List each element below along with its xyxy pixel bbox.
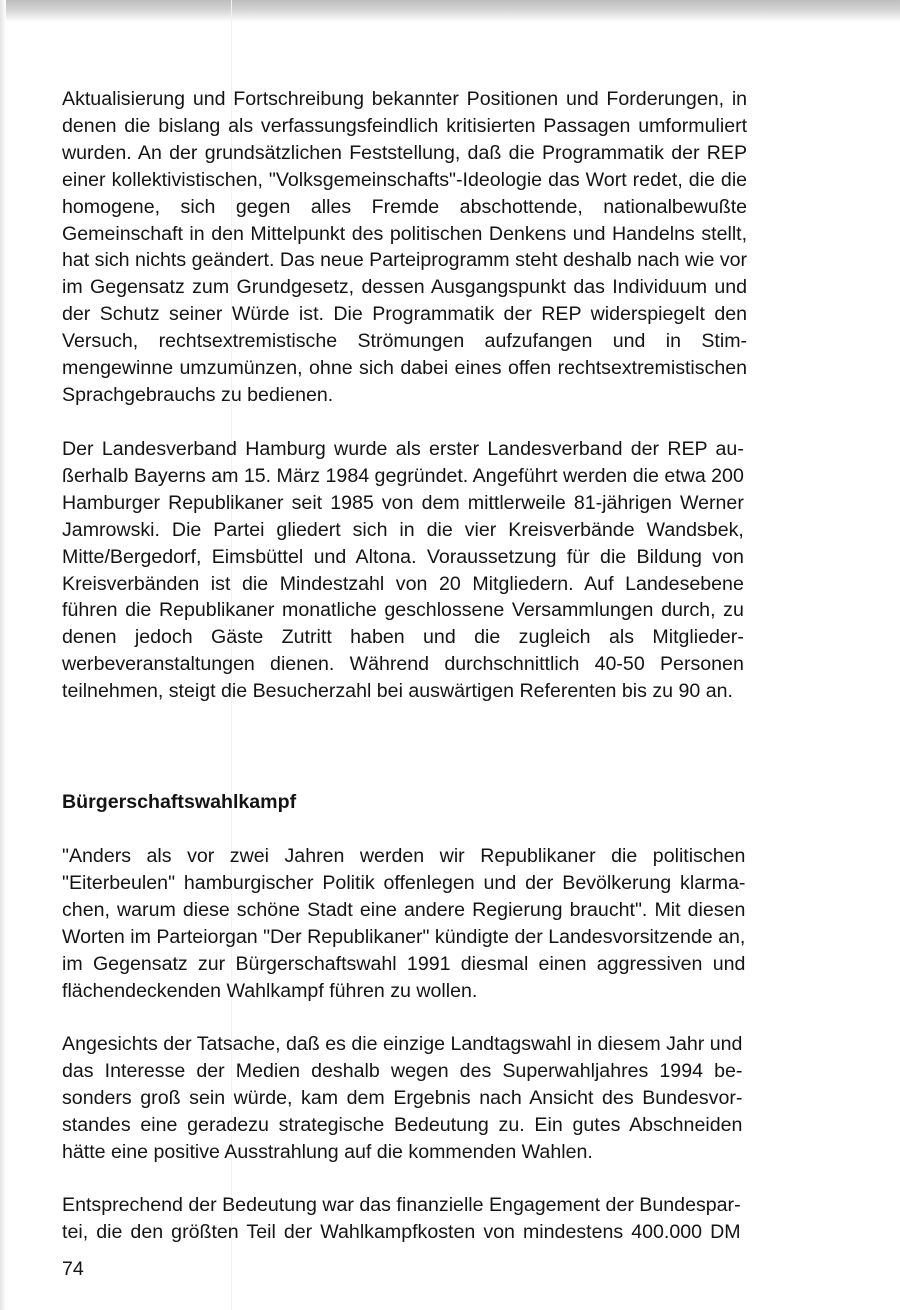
text-line: Gemeinschaft in den Mittelpunkt des politischen Denkens und Handelns stellt, [62, 222, 748, 245]
text-line: tei, die den größten Teil der Wahlkampfkosten von mindestens 400.000 DM [62, 1220, 741, 1243]
scan-top-shadow [0, 0, 900, 22]
text-line: "Eiterbeulen" hamburgischer Politik offenlegen und der Bevölkerung klarma- [62, 871, 746, 894]
text-line: standes eine geradezu strategische Bedeutung zu. Ein gutes Abschneiden [62, 1113, 743, 1136]
text-line: hätte eine positive Ausstrahlung auf die kommenden Wahlen. [62, 1140, 593, 1163]
text-line: Versuch, rechtsextremistische Strömungen aufzufangen und in Stim- [62, 330, 748, 353]
text-line: führen die Republikaner monatliche geschlossene Versammlungen durch, zu [62, 599, 744, 622]
text-line: das Interesse der Medien deshalb wegen des Superwahljahres 1994 be- [62, 1059, 743, 1082]
text-line: "Anders als vor zwei Jahren werden wir Republikaner die politischen [62, 845, 746, 867]
text-line: Jamrowski. Die Partei gliedert sich in die vier Kreisverbände Wandsbek, [62, 518, 744, 541]
text-line: denen jedoch Gäste Zutritt haben und die zugleich als Mitglieder- [62, 626, 744, 649]
text-line: flächendeckenden Wahlkampf führen zu wollen. [62, 979, 478, 1002]
text-line: denen die bislang als verfassungsfeindlich kritisierten Passagen umformuliert [62, 114, 748, 137]
text-line: sonders groß sein würde, kam dem Ergebnis nach Ansicht des Bundesvor- [62, 1086, 743, 1109]
paragraph-programmatik [62, 86, 747, 409]
text-line: einer kollektivistischen, "Volksgemeinschafts"-Ideologie das Wort redet, die die [62, 168, 748, 191]
text-line: mengewinne umzumünzen, ohne sich dabei eines offen rechtsextremistischen [62, 357, 748, 380]
text-line: werbeveranstaltungen dienen. Während durchschnittlich 40-50 Personen [62, 653, 744, 676]
scan-left-shadow [0, 0, 6, 1310]
paragraph-landtagswahl [62, 1031, 742, 1166]
paragraph-engagement [62, 1192, 741, 1246]
text-line: wurden. An der grundsätzlichen Feststellung, daß die Programmatik der REP [62, 141, 748, 164]
text-line: chen, warum diese schöne Stadt eine andere Regierung braucht". Mit diesen [62, 898, 746, 921]
text-line: im Gegensatz zum Grundgesetz, dessen Ausgangspunkt das Individuum und [62, 276, 748, 299]
text-line: im Gegensatz zur Bürgerschaftswahl 1991 diesmal einen aggressiven und [62, 952, 746, 975]
section-heading: Bürgerschaftswahlkampf [62, 791, 297, 813]
text-line: der Schutz seiner Würde ist. Die Programmatik der REP widerspiegelt den [62, 303, 748, 326]
text-line: Sprachgebrauchs zu bedienen. [62, 383, 334, 406]
text-line: Angesichts der Tatsache, daß es die einzige Landtagswahl in diesem Jahr und [62, 1033, 743, 1055]
page-number: 74 [62, 1258, 84, 1280]
text-line: Mitte/Bergedorf, Eimsbüttel und Altona. Voraussetzung für die Bildung von [62, 545, 744, 568]
text-line: Kreisverbänden ist die Mindestzahl von 20 Mitgliedern. Auf Landesebene [62, 572, 744, 595]
text-line: Worten im Parteiorgan "Der Republikaner" kündigte der Landesvorsitzende an, [62, 925, 746, 948]
text-line: teilnehmen, steigt die Besucherzahl bei auswärtigen Referenten bis zu 90 an. [62, 680, 733, 703]
text-line: Hamburger Republikaner seit 1985 von dem mittlerweile 81-jährigen Werner [62, 491, 744, 514]
text-line: Der Landesverband Hamburg wurde als erster Landesverband der REP au- [62, 438, 744, 460]
text-line: Aktualisierung und Fortschreibung bekannter Positionen und Forderungen, in [62, 88, 748, 110]
text-line: ßerhalb Bayerns am 15. März 1984 gegründet. Angeführt werden die etwa 200 [62, 464, 744, 487]
text-line: hat sich nichts geändert. Das neue Parteiprogramm steht deshalb nach wie vor [62, 249, 748, 272]
paragraph-landesverband [62, 436, 744, 705]
paragraph-zitat [62, 843, 745, 1004]
text-line: homogene, sich gegen alles Fremde abschottende, nationalbewußte [62, 195, 748, 218]
text-line: Entsprechend der Bedeutung war das finanzielle Engagement der Bundespar- [62, 1194, 741, 1216]
